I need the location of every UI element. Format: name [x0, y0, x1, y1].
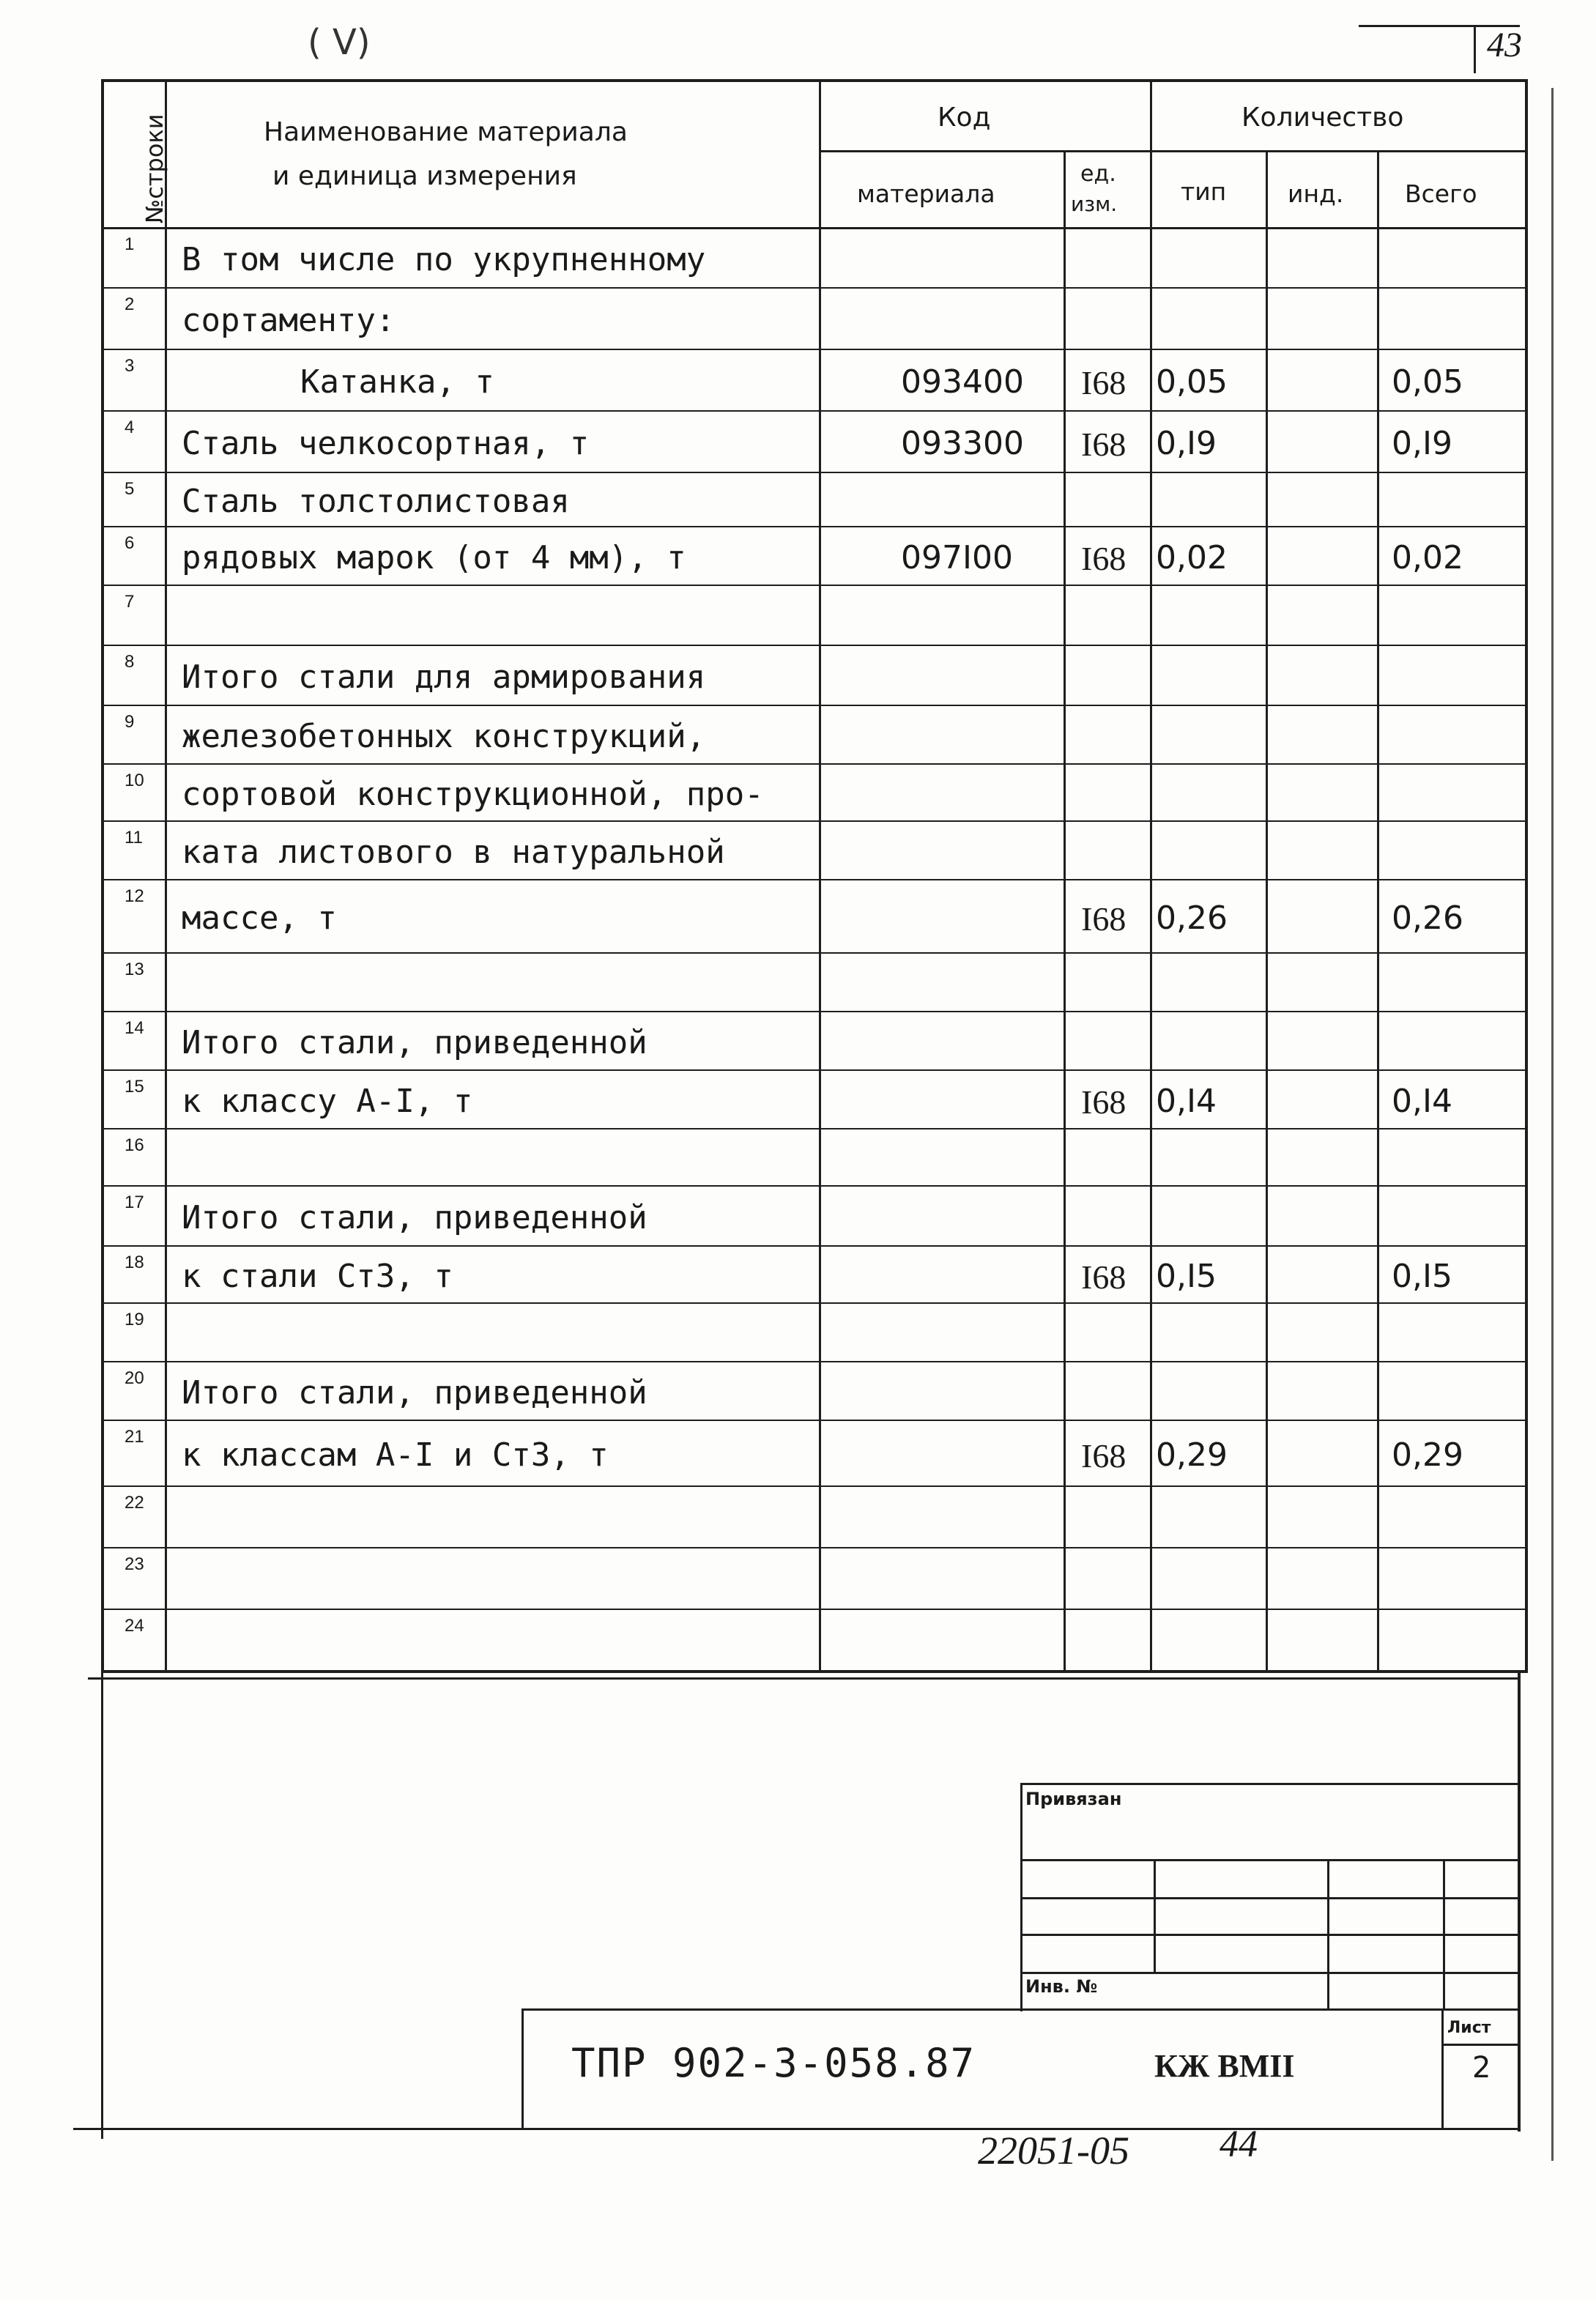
row-unit-code: I68	[1081, 426, 1127, 463]
linked-block-top	[1020, 1783, 1518, 1785]
col-type-right	[1266, 150, 1268, 1670]
row-number: 3	[125, 356, 135, 376]
row-unit-code: I68	[1081, 364, 1127, 401]
row-material-name: Итого стали, приведенной	[182, 1374, 647, 1411]
row-divider	[101, 287, 1528, 289]
sheet-cell-divider	[1441, 2044, 1518, 2046]
row-divider	[101, 1547, 1528, 1548]
row-divider	[101, 1609, 1528, 1610]
row-number: 19	[125, 1310, 144, 1329]
row-divider	[101, 1420, 1528, 1421]
row-material-name: железобетонных конструкций,	[182, 718, 706, 755]
row-material-name: Катанка, т	[300, 363, 494, 401]
row-divider	[101, 1361, 1528, 1362]
stamp-left-edge	[101, 1670, 103, 2139]
sheet-label: Лист	[1447, 2019, 1491, 2037]
row-number: 8	[125, 652, 135, 672]
document-mark: КЖ ВМII	[1154, 2048, 1295, 2084]
col-ind-right	[1377, 150, 1379, 1670]
row-qty-type: 0,26	[1156, 899, 1228, 937]
row-number: 17	[125, 1192, 144, 1212]
header-type: тип	[1181, 177, 1227, 206]
row-divider	[101, 705, 1528, 706]
row-number: 23	[125, 1554, 144, 1574]
col-code-right	[1064, 150, 1066, 1670]
row-qty-type: 0,29	[1156, 1436, 1228, 1474]
row-material-name: к стали Ст3, т	[182, 1258, 453, 1295]
row-divider	[101, 879, 1528, 880]
row-unit-code: I68	[1081, 1083, 1127, 1121]
row-divider	[101, 645, 1528, 646]
row-divider	[101, 585, 1528, 586]
header-row-number: №строки	[141, 114, 168, 223]
row-number: 4	[125, 418, 135, 437]
document-code: ТПР 902-3-058.87	[571, 2040, 976, 2086]
row-divider	[101, 952, 1528, 954]
title-block-left	[522, 2008, 524, 2129]
row-qty-total: 0,I9	[1392, 425, 1452, 462]
row-number: 22	[125, 1493, 144, 1513]
row-divider	[101, 1185, 1528, 1187]
sheet-cell-left	[1441, 2008, 1444, 2129]
row-qty-total: 0,26	[1392, 899, 1463, 937]
top-mark: ( V)	[308, 22, 371, 63]
table-left-border	[101, 79, 104, 1670]
row-material-name: сортовой конструкционной, про-	[182, 776, 764, 813]
row-material-name: ката листового в натуральной	[182, 834, 725, 871]
row-unit-code: I68	[1081, 1258, 1127, 1296]
row-material-name: Итого стали, приведенной	[182, 1199, 647, 1236]
row-qty-total: 0,29	[1392, 1436, 1463, 1474]
row-qty-type: 0,I5	[1156, 1258, 1217, 1295]
linked-col-2	[1327, 1859, 1329, 2010]
row-qty-type: 0,02	[1156, 539, 1228, 576]
col-rowno-right	[165, 79, 167, 1670]
header-unit-line1: ед.	[1080, 161, 1116, 187]
row-number: 6	[125, 533, 135, 553]
row-unit-code: I68	[1081, 540, 1127, 577]
row-divider	[101, 410, 1528, 412]
row-number: 14	[125, 1018, 144, 1038]
row-material-code: 093400	[901, 363, 1024, 401]
header-code: Код	[938, 103, 991, 133]
archive-number: 22051-05	[978, 2129, 1129, 2173]
header-total: Всего	[1405, 179, 1477, 208]
header-subdivider	[819, 150, 1528, 152]
handwritten-page-number: 44	[1220, 2123, 1258, 2165]
page-corner-number: 43	[1487, 26, 1522, 64]
row-material-name: Сталь толстолистовая	[182, 483, 570, 520]
page-bottom-rule	[73, 2128, 1520, 2130]
row-number: 15	[125, 1077, 144, 1097]
row-material-name: Итого стали для армирования	[182, 659, 706, 696]
table-top-border	[101, 79, 1528, 82]
row-divider	[101, 1069, 1528, 1071]
row-number: 21	[125, 1427, 144, 1447]
row-material-name: рядовых марок (от 4 мм), т	[182, 539, 686, 576]
row-unit-code: I68	[1081, 1437, 1127, 1474]
header-material-name: Наименование материала	[264, 117, 628, 147]
linked-col-1	[1154, 1859, 1156, 1972]
row-number: 12	[125, 886, 144, 906]
linked-label: Привязан	[1025, 1789, 1122, 1809]
stamp-right-edge	[1518, 1670, 1521, 2132]
right-edge-mark	[1551, 88, 1554, 2161]
stamp-top-left-rule	[88, 1677, 1520, 1680]
header-unit-line2: изм.	[1071, 192, 1118, 216]
header-bottom-border	[101, 227, 1528, 229]
row-number: 7	[125, 592, 135, 612]
col-unit-right	[1150, 79, 1152, 1670]
row-number: 10	[125, 771, 144, 790]
row-qty-total: 0,I4	[1392, 1083, 1452, 1120]
row-qty-type: 0,I9	[1156, 425, 1217, 462]
row-divider	[101, 820, 1528, 822]
row-divider	[101, 1302, 1528, 1304]
row-divider	[101, 763, 1528, 765]
row-number: 5	[125, 479, 135, 499]
row-number: 24	[125, 1616, 144, 1636]
row-number: 13	[125, 960, 144, 979]
row-number: 1	[125, 234, 135, 254]
header-ind: инд.	[1288, 179, 1344, 208]
row-material-name: к классам А-I и Ст3, т	[182, 1436, 609, 1474]
corner-box-left	[1474, 26, 1476, 73]
header-quantity: Количество	[1241, 103, 1404, 133]
row-number: 2	[125, 294, 135, 314]
row-material-code: 097I00	[901, 539, 1013, 576]
row-number: 11	[125, 828, 143, 847]
row-divider	[101, 472, 1528, 473]
row-divider	[101, 1128, 1528, 1129]
table-right-border	[1525, 79, 1528, 1670]
row-material-name: В том числе по укрупненному	[182, 241, 706, 278]
linked-col-3	[1443, 1859, 1445, 2010]
row-number: 16	[125, 1135, 144, 1155]
inv-label: Инв. №	[1025, 1976, 1098, 1997]
row-material-name: к классу А-I, т	[182, 1083, 473, 1120]
row-material-code: 093300	[901, 425, 1024, 462]
header-code-material: материала	[857, 179, 995, 208]
row-number: 9	[125, 712, 135, 732]
row-material-name: сортаменту:	[182, 302, 396, 339]
row-material-name: Сталь челкосортная, т	[182, 425, 590, 462]
row-qty-type: 0,05	[1156, 363, 1228, 401]
row-divider	[101, 526, 1528, 527]
row-material-name: Итого стали, приведенной	[182, 1024, 647, 1061]
header-material-unit: и единица измерения	[272, 161, 577, 191]
row-qty-total: 0,I5	[1392, 1258, 1452, 1295]
row-number: 18	[125, 1253, 144, 1272]
table-bottom-border	[101, 1670, 1528, 1673]
row-divider	[101, 349, 1528, 350]
row-unit-code: I68	[1081, 900, 1127, 938]
col-name-right	[819, 79, 821, 1670]
row-qty-total: 0,05	[1392, 363, 1463, 401]
row-qty-type: 0,I4	[1156, 1083, 1217, 1120]
title-block-top	[522, 2008, 1518, 2011]
row-divider	[101, 1485, 1528, 1487]
row-material-name: массе, т	[182, 899, 337, 937]
sheet-number: 2	[1472, 2051, 1491, 2085]
row-qty-total: 0,02	[1392, 539, 1463, 576]
row-divider	[101, 1011, 1528, 1012]
row-divider	[101, 1245, 1528, 1247]
row-number: 20	[125, 1368, 144, 1388]
